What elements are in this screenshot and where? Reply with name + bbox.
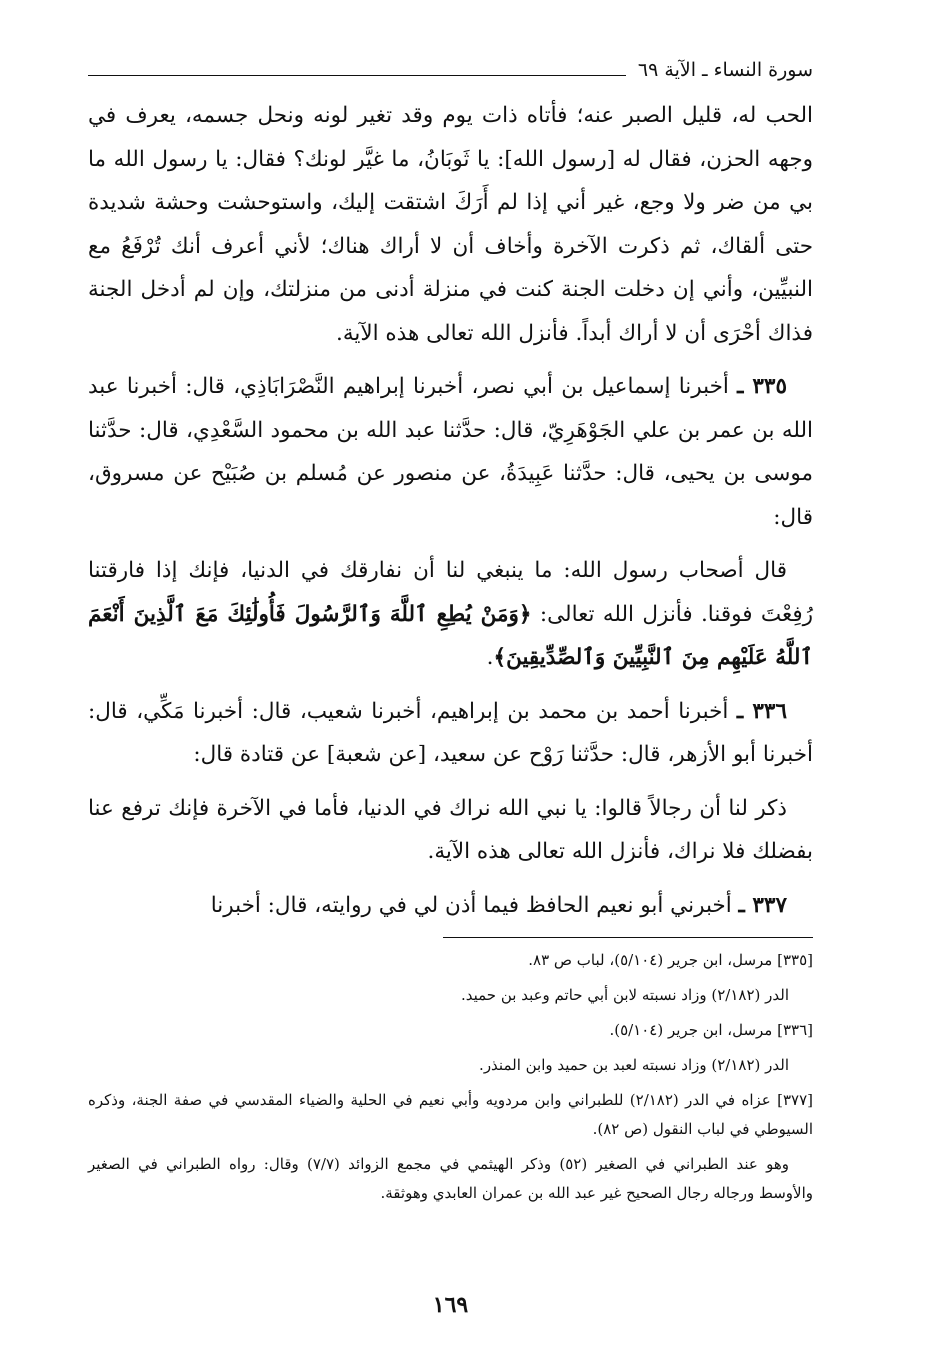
footnote: وهو عند الطبراني في الصغير (٥٢) وذكر الهيثمي في مجمع الزوائد (٧/٧) وقال: رواه الطبراني في الصغير والأوسط ورجاله رجال الصحيح غير عبد الله بن عمران العابدي وهوثقة. [88, 1155, 813, 1202]
paragraph-text: أخبرنا أحمد بن محمد بن إبراهيم، أخبرنا شعيب، قال: أخبرنا مَكِّي، قال: أخبرنا أبو الأزهر، قال: حدَّثنا رَوْح عن سعيد، [عن شعبة] عن قتادة قال: [88, 698, 813, 767]
paragraph [88, 690, 813, 777]
hadith-number: ٣٣٥ ـ [737, 374, 787, 399]
paragraph [88, 365, 813, 539]
footnote: الدر (٢/١٨٢) وزاد نسبته لابن أبي حاتم وعبد بن حميد. [460, 986, 789, 1004]
paragraph-text: أخبرنا إسماعيل بن أبي نصر، أخبرنا إبراهيم النَّصْرَابَاذِي، قال: أخبرنا عبد الله بن عمر بن علي الجَوْهَرِيّ، قال: حدَّثنا عبد الله بن محمود السَّعْدِي، قال: حدَّثنا موسى بن يحيى، قال: حدَّثنا عَبِيدَةُ، عن منصور عن مُسلم بن صُبَيْح عن مسروق، قال: [88, 374, 813, 530]
running-header [88, 50, 813, 82]
paragraph-text: ذكر لنا أن رجالاً قالوا: يا نبي الله نراك في الدنيا، فأما في الآخرة فإنك ترفع عنا بفضلك فلا نراك، فأنزل الله تعالى هذه الآية. [88, 795, 813, 864]
footnote: [٣٣٦] مرسل، ابن جرير (٥/١٠٤). [609, 1021, 813, 1039]
paragraph [88, 549, 813, 680]
header-rule [88, 75, 626, 76]
paragraph-tail: . [486, 645, 494, 670]
paragraph [88, 884, 813, 928]
footnote-separator [443, 937, 813, 938]
footnotes [88, 946, 813, 1208]
footnote: [٣٣٥] مرسل، ابن جرير (٥/١٠٤)، لباب ص ٨٣. [528, 951, 813, 969]
paragraph-text: الحب له، قليل الصبر عنه؛ فأتاه ذات يوم وقد تغير لونه ونحل جسمه، يعرف في وجهه الحزن، فقال له [رسول الله]: يا ثَوبَانُ، ما غيَّر لونك؟ فقال: يا رسول الله ما بي من ضر ولا وجع، غير أني إذا لم أَرَكَ اشتقت إليك، واستوحشت وحشة شديدة حتى ألقاك، ثم ذكرت الآخرة وأخاف أن لا أراك هناك؛ لأني أعرف أنك تُرْفَعُ مع النبيِّين، وأني إن دخلت الجنة كنت في منزلة أدنى من منزلتك، وإن لم أدخل الجنة فذاك أحْرَى أن لا أراك أبداً. فأنزل الله تعالى هذه الآية. [88, 103, 813, 346]
hadith-number: ٣٣٧ ـ [738, 892, 787, 918]
page-number: ١٦٩ [432, 1292, 469, 1318]
paragraph-text: أخبرني أبو نعيم الحافظ فيما أذن لي في روايته، قال: أخبرنا [210, 892, 732, 918]
paragraph [88, 94, 813, 355]
footnote: [٣٧٧] عزاه في الدر (٢/١٨٢) للطبراني وابن مردويه وأبي نعيم في الحلية والضياء المقدسي في صفة الجنة، وذكره السيوطي في لباب النقول (ص ٨٢). [88, 1091, 813, 1138]
footnote: الدر (٢/١٨٢) وزاد نسبته لعبد بن حميد وابن المنذر. [479, 1056, 789, 1074]
paragraph [88, 787, 813, 874]
book-page [88, 50, 813, 1340]
paragraph-text: قال أصحاب رسول الله: ما ينبغي لنا أن نفارقك في الدنيا، فإنك إذا فارقتنا رُفِعْتَ فوقنا. فأنزل الله تعالى: [88, 558, 813, 627]
hadith-number: ٣٣٦ ـ [736, 698, 787, 724]
running-title: سورة النساء ـ الآية ٦٩ [637, 59, 813, 81]
main-text [88, 94, 813, 927]
quran-verse: ﴿وَمَنْ يُطِعِ ٱللَّهَ وَٱلرَّسُولَ فَأُولَٰئِكَ مَعَ ٱلَّذِينَ أَنْعَمَ ٱللَّهُ عَلَيْهِم مِنَ ٱلنَّبِيِّينَ وَٱلصِّدِّيقِينَ﴾ [88, 601, 813, 670]
